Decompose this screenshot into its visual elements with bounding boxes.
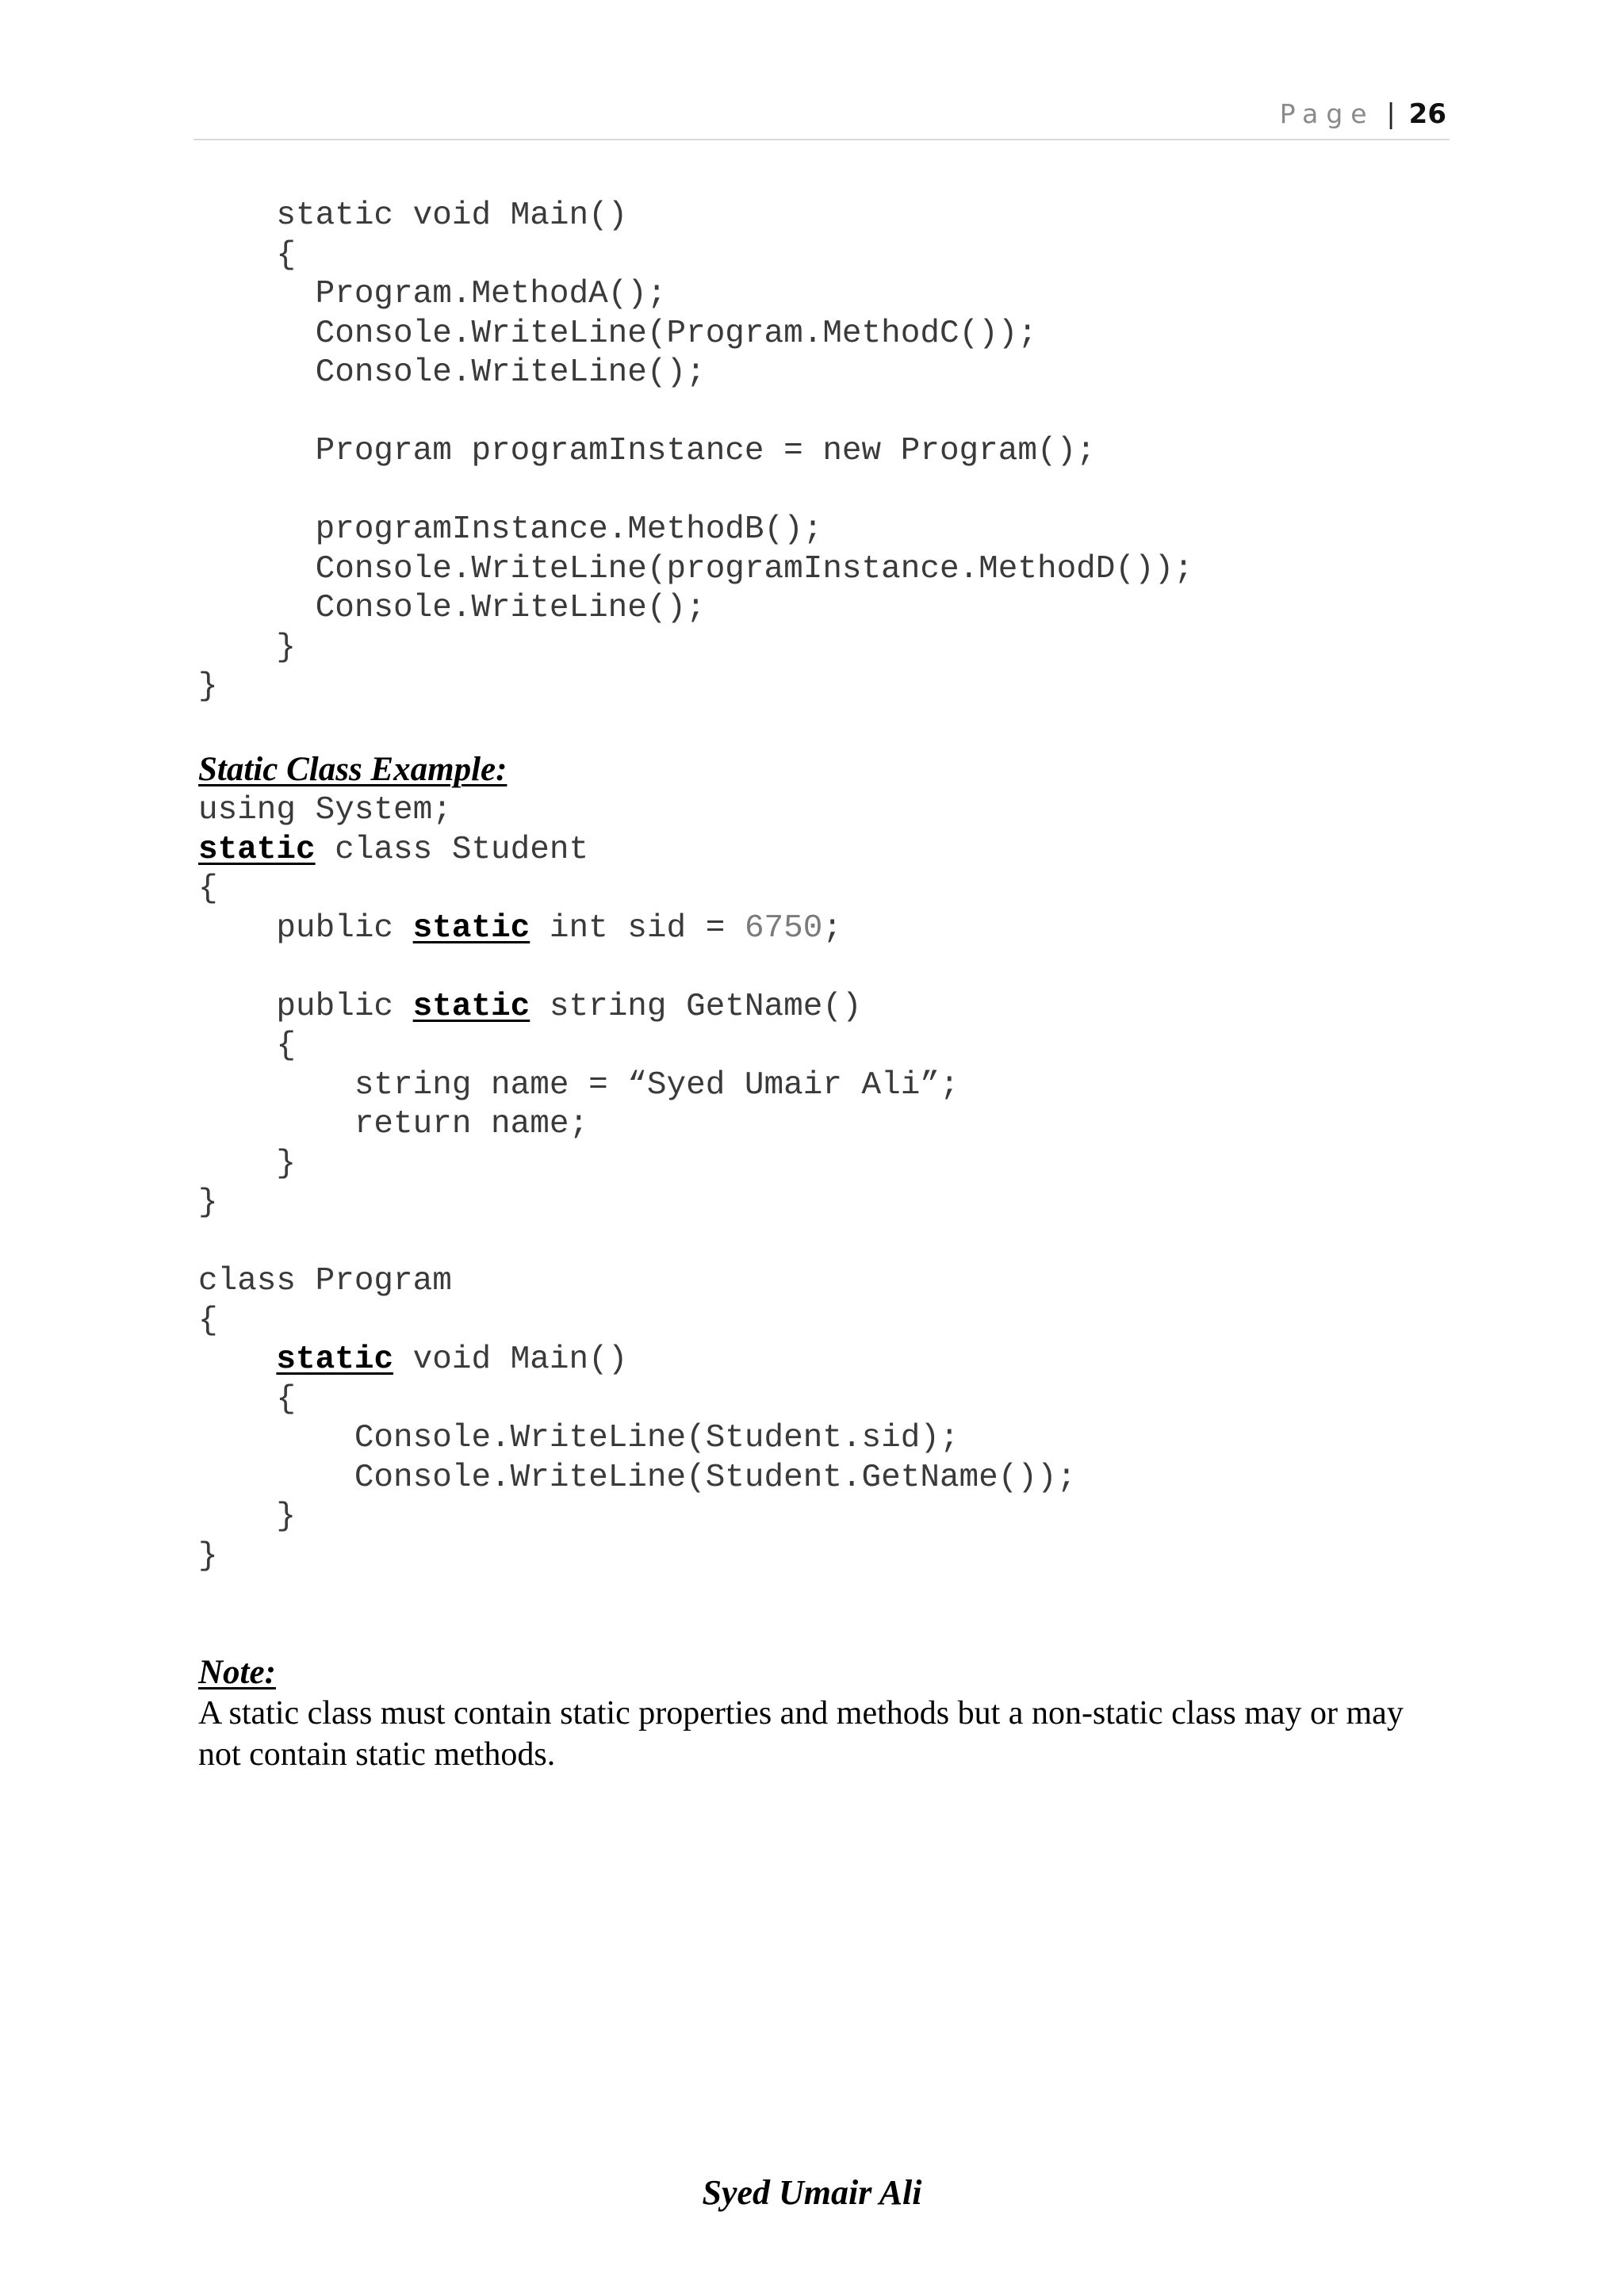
code-line: { — [198, 871, 218, 907]
code-line: } — [198, 1184, 218, 1221]
code-line: public static string GetName() — [198, 988, 862, 1025]
code-line: Console.WriteLine(Program.MethodC()); — [198, 315, 1037, 352]
code-line: Console.WriteLine(); — [198, 590, 706, 626]
code-line: public static int sid = 6750; — [198, 909, 842, 947]
code-line: string name = “Syed Umair Ali”; — [198, 1066, 959, 1104]
code-line: Console.WriteLine(); — [198, 354, 706, 391]
code-line: using System; — [198, 792, 452, 828]
static-keyword: static — [198, 831, 316, 868]
code-line: } — [198, 668, 218, 705]
static-keyword: static — [412, 909, 530, 947]
code-line: static void Main() — [276, 1341, 628, 1378]
code-block-static-class — [198, 791, 1076, 1576]
code-line: static void Main() — [198, 197, 628, 234]
code-block-continued — [198, 197, 1193, 707]
code-line: Program.MethodA(); — [198, 276, 667, 312]
footer-author: Syed Umair Ali — [702, 2173, 922, 2212]
code-line: { — [198, 236, 297, 274]
page-separator: | — [1386, 98, 1396, 130]
numeric-literal: 6750 — [744, 909, 823, 947]
code-line: programInstance.MethodB(); — [198, 511, 823, 548]
static-keyword: static — [412, 988, 530, 1025]
code-line: return name; — [198, 1106, 589, 1142]
code-line: } — [198, 629, 297, 666]
code-line: class Program — [198, 1263, 452, 1299]
code-line: } — [198, 1145, 297, 1182]
code-line: Console.WriteLine(programInstance.MethodD()); — [198, 550, 1193, 587]
static-keyword: static — [276, 1341, 394, 1378]
code-line: Console.WriteLine(Student.sid); — [198, 1420, 959, 1456]
page-number: 26 — [1408, 98, 1446, 130]
page-header — [1280, 98, 1446, 130]
code-line: { — [198, 1027, 297, 1064]
header-rule — [193, 139, 1450, 140]
code-line: { — [198, 1302, 218, 1339]
note-heading: Note: — [198, 1654, 276, 1691]
note-body: A static class must contain static properties and methods but a non-static class may or may not contain static methods. — [198, 1695, 1404, 1773]
code-line: } — [198, 1498, 297, 1535]
page-label: Page — [1279, 98, 1375, 129]
static-class-heading: Static Class Example: — [198, 751, 508, 788]
code-line: Program programInstance = new Program(); — [198, 433, 1096, 469]
code-line: static class Student — [198, 831, 589, 868]
code-line: } — [198, 1537, 218, 1575]
code-line: { — [198, 1380, 297, 1418]
code-line: Console.WriteLine(Student.GetName()); — [198, 1459, 1077, 1496]
